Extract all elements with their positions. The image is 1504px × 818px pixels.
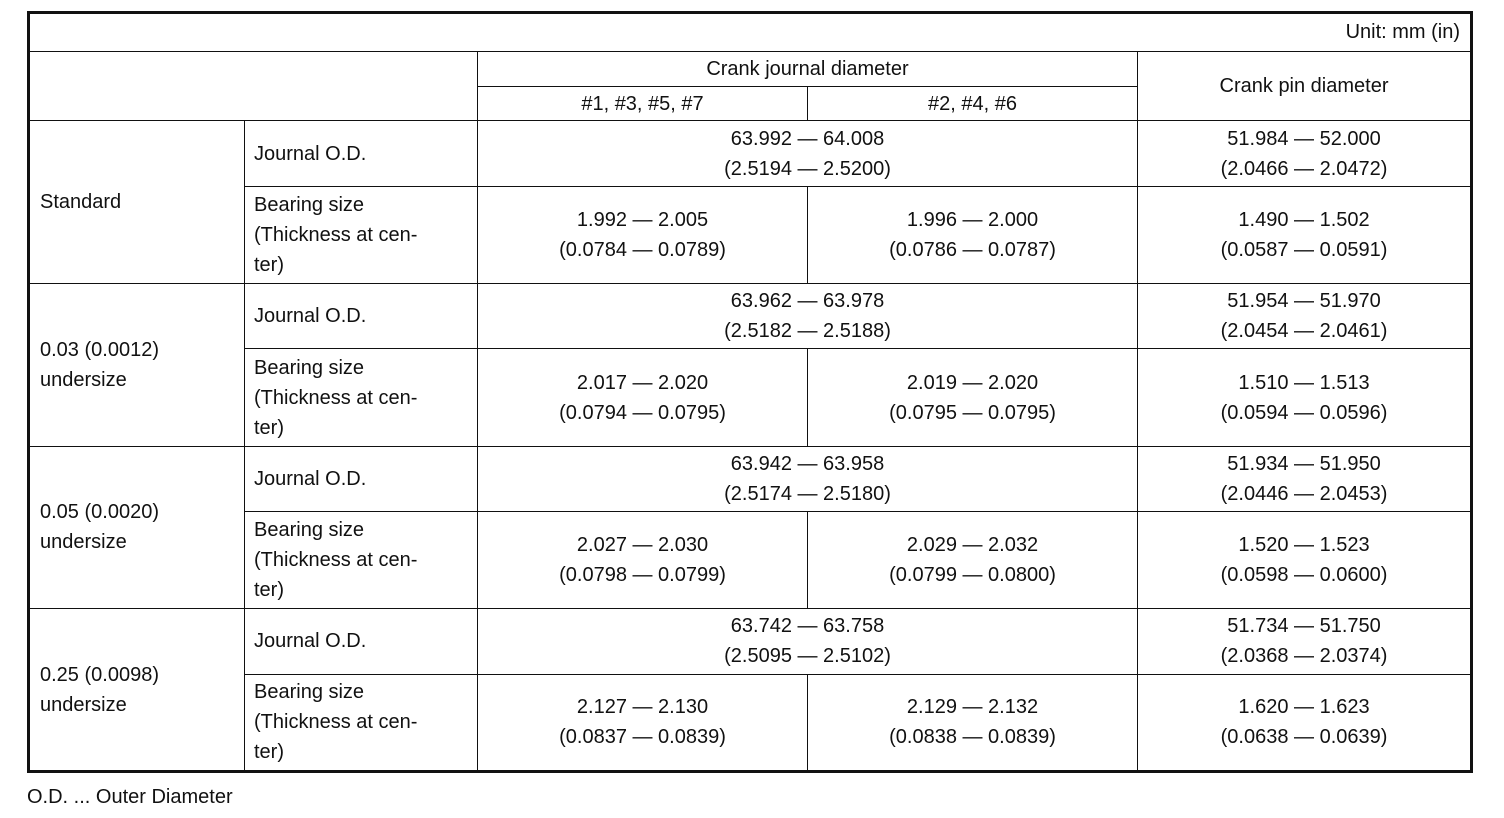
unit-label: Unit: mm (in)	[29, 13, 1472, 52]
journal-od-value	[478, 284, 1138, 349]
cell-line: 2.129 — 2.132	[906, 696, 1039, 719]
cell-line: 2.029 — 2.032	[906, 534, 1039, 557]
bearing-even-value	[808, 186, 1138, 283]
header-row-1	[29, 51, 1472, 86]
journal-od-row	[29, 446, 1472, 511]
cell-line: undersize	[40, 368, 127, 391]
bearing-even-value	[808, 674, 1138, 771]
journal-od-label: Journal O.D.	[245, 446, 478, 511]
journal-od-label: Journal O.D.	[245, 121, 478, 186]
cell-line: (0.0794 — 0.0795)	[559, 401, 726, 424]
pin-od-value	[1138, 121, 1472, 186]
journal-od-row	[29, 121, 1472, 186]
cell-line: (2.0466 — 2.0472)	[1220, 157, 1388, 180]
cell-line: (0.0784 — 0.0789)	[559, 238, 726, 261]
cell-line: Bearing size	[254, 193, 365, 216]
cell-line: 63.962 — 63.978	[730, 290, 885, 313]
cell-line: 51.734 — 51.750	[1227, 615, 1381, 638]
pin-od-value	[1138, 609, 1472, 674]
cell-line: (0.0587 — 0.0591)	[1220, 238, 1388, 261]
header-blank-cell	[29, 51, 478, 121]
bearing-pin-value	[1138, 512, 1472, 609]
bearing-pin-value	[1138, 674, 1472, 771]
cell-line: 63.942 — 63.958	[730, 452, 885, 475]
cell-line: (0.0795 — 0.0795)	[889, 401, 1056, 424]
cell-line: ter)	[254, 253, 284, 276]
bearing-even-value	[808, 349, 1138, 446]
footnote: O.D. ... Outer Diameter	[27, 786, 233, 808]
size-group-label	[29, 284, 245, 447]
pin-od-value	[1138, 446, 1472, 511]
journal-od-row	[29, 609, 1472, 674]
cell-line: (2.5182 — 2.5188)	[724, 320, 891, 343]
cell-line: 2.027 — 2.030	[576, 534, 709, 557]
cell-line: (Thickness at cen-	[254, 549, 418, 572]
bearing-odd-value	[478, 186, 808, 283]
cell-line: 2.127 — 2.130	[576, 696, 709, 719]
bearing-pin-value	[1138, 349, 1472, 446]
cell-line: (0.0598 — 0.0600)	[1220, 564, 1388, 587]
bearing-size-label	[245, 349, 478, 446]
bearing-size-label	[245, 674, 478, 771]
crank-journal-diameter-header: Crank journal diameter	[478, 51, 1138, 86]
cell-line: (0.0638 — 0.0639)	[1220, 726, 1388, 749]
journal-od-value	[478, 446, 1138, 511]
cell-line: 1.992 — 2.005	[576, 208, 709, 231]
cell-line: (0.0594 — 0.0596)	[1220, 401, 1388, 424]
cell-line: (2.0368 — 2.0374)	[1220, 645, 1388, 668]
cell-line: (0.0837 — 0.0839)	[559, 726, 726, 749]
journal-od-row	[29, 284, 1472, 349]
cell-line: (Thickness at cen-	[254, 386, 418, 409]
cell-line: (0.0799 — 0.0800)	[889, 564, 1056, 587]
bearing-size-row	[29, 512, 1472, 609]
cell-line: (2.0454 — 2.0461)	[1220, 320, 1388, 343]
bearing-odd-value	[478, 349, 808, 446]
bearing-size-row	[29, 674, 1472, 771]
bearing-pin-value	[1138, 186, 1472, 283]
cell-line: 2.017 — 2.020	[576, 371, 709, 394]
cell-line: (0.0786 — 0.0787)	[889, 238, 1056, 261]
bearing-size-label	[245, 186, 478, 283]
cell-line: undersize	[40, 531, 127, 554]
cell-line: ter)	[254, 416, 284, 439]
cell-line: undersize	[40, 693, 127, 716]
cell-line: 1.510 — 1.513	[1238, 371, 1370, 394]
pin-od-value	[1138, 284, 1472, 349]
cell-line: 63.742 — 63.758	[730, 615, 885, 638]
journal-od-label: Journal O.D.	[245, 284, 478, 349]
cell-line: Bearing size	[254, 519, 365, 542]
cell-line: 63.992 — 64.008	[730, 127, 885, 150]
bearing-size-row	[29, 186, 1472, 283]
crank-pin-diameter-header: Crank pin diameter	[1138, 51, 1472, 121]
cell-line: 51.954 — 51.970	[1227, 290, 1381, 313]
cell-line: 51.934 — 51.950	[1227, 452, 1381, 475]
cell-line: Bearing size	[254, 356, 365, 379]
cell-line: (0.0798 — 0.0799)	[559, 564, 726, 587]
cell-line: Standard	[40, 191, 122, 214]
cell-line: (2.5095 — 2.5102)	[724, 645, 891, 668]
cell-line: (Thickness at cen-	[254, 711, 418, 734]
journal-od-value	[478, 609, 1138, 674]
cell-line: Bearing size	[254, 681, 365, 704]
cell-line: 1.520 — 1.523	[1238, 534, 1370, 557]
cell-line: 1.996 — 2.000	[906, 208, 1039, 231]
journals-odd-header: #1, #3, #5, #7	[478, 86, 808, 121]
cell-line: (2.5174 — 2.5180)	[724, 482, 891, 505]
journal-od-label: Journal O.D.	[245, 609, 478, 674]
unit-row	[29, 13, 1472, 52]
bearing-odd-value	[478, 512, 808, 609]
cell-line: (0.0838 — 0.0839)	[889, 726, 1056, 749]
bearing-size-label	[245, 512, 478, 609]
journal-od-value	[478, 121, 1138, 186]
cell-line: 2.019 — 2.020	[906, 371, 1039, 394]
cell-line: (Thickness at cen-	[254, 223, 418, 246]
cell-line: (2.0446 — 2.0453)	[1220, 482, 1388, 505]
cell-line: 0.05 (0.0020)	[40, 501, 159, 524]
size-group-label	[29, 446, 245, 609]
journals-even-header: #2, #4, #6	[808, 86, 1138, 121]
spec-table	[27, 11, 1473, 773]
cell-line: 51.984 — 52.000	[1227, 127, 1381, 150]
bearing-even-value	[808, 512, 1138, 609]
cell-line: (2.5194 — 2.5200)	[724, 157, 891, 180]
bearing-size-row	[29, 349, 1472, 446]
cell-line: ter)	[254, 741, 284, 764]
cell-line: 1.490 — 1.502	[1238, 208, 1370, 231]
bearing-odd-value	[478, 674, 808, 771]
cell-line: 0.03 (0.0012)	[40, 338, 159, 361]
size-group-label	[29, 609, 245, 772]
cell-line: 0.25 (0.0098)	[40, 663, 159, 686]
cell-line: ter)	[254, 579, 284, 602]
cell-line: 1.620 — 1.623	[1238, 696, 1370, 719]
size-group-label	[29, 121, 245, 284]
